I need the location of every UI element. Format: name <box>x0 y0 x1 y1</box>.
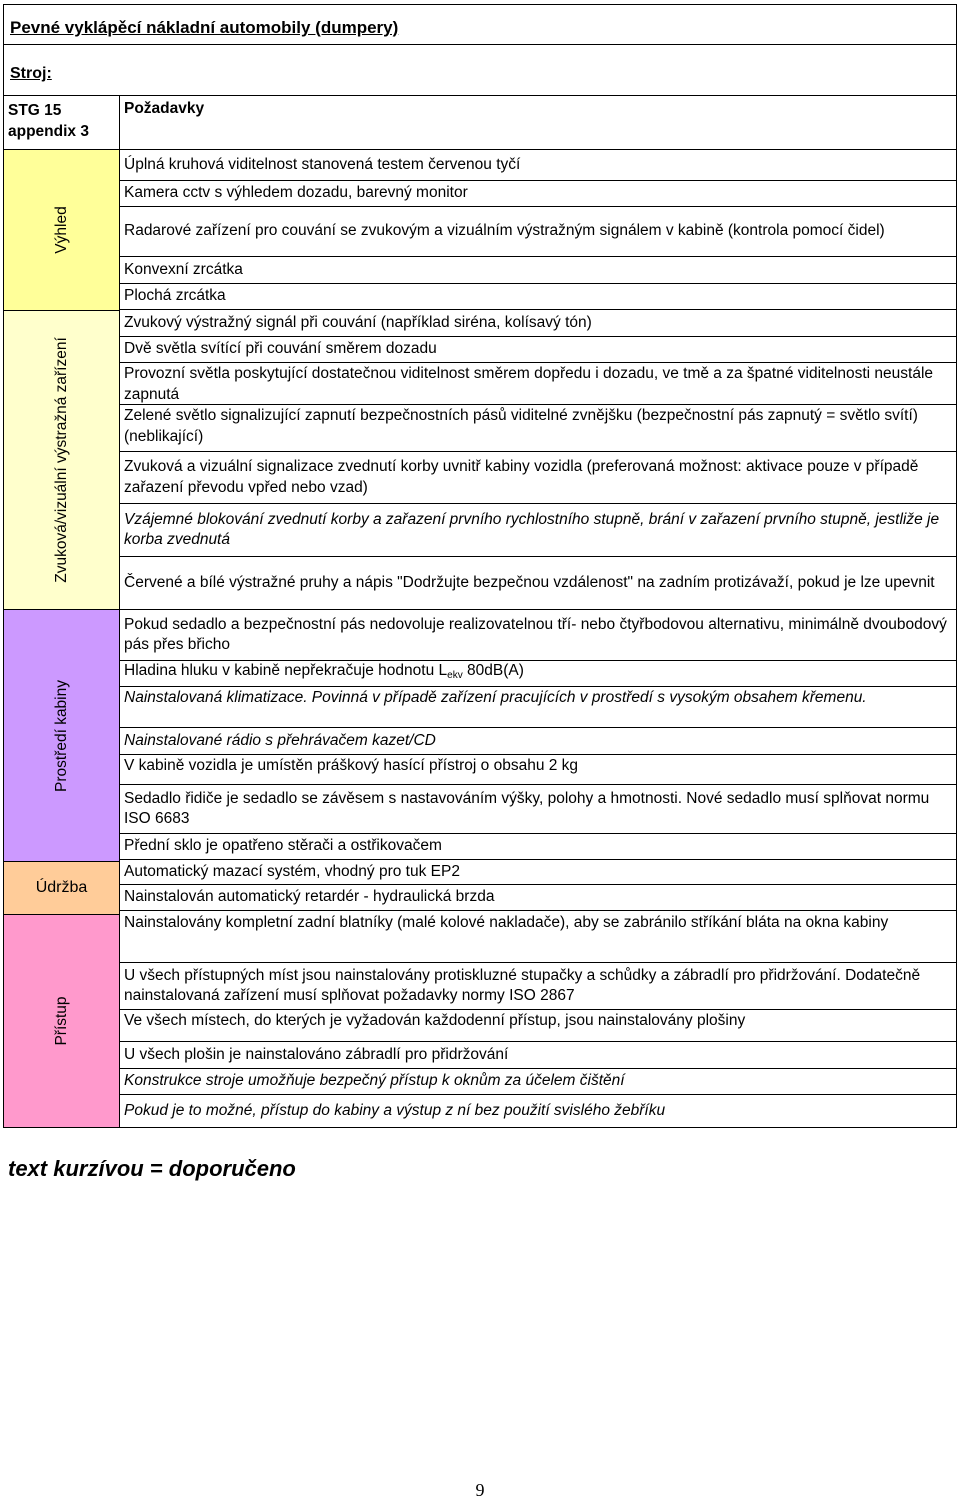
requirement-row <box>120 207 957 257</box>
category-label: Přístup <box>52 996 70 1046</box>
noise-text: Hladina hluku v kabině nepřekračuje hodnotu L <box>124 661 448 679</box>
requirement-text: Radarové zařízení pro couvání se zvukovým a vizuálním výstražným signálem v kabině (kontrola pomocí čidel) <box>124 222 885 240</box>
requirement-row <box>120 834 957 860</box>
page-number: 9 <box>475 1480 485 1500</box>
category-label: Údržba <box>35 879 88 896</box>
requirement-row <box>120 785 957 834</box>
noise-subscript: ekv <box>447 669 463 681</box>
requirement-row <box>120 452 957 504</box>
requirement-row <box>120 1010 957 1042</box>
requirement-text: Úplná kruhová viditelnost stanovená testem červenou tyčí <box>124 155 521 173</box>
requirement-text: Ve všech místech, do kterých je vyžadován každodenní přístup, jsou nainstalovány plošiny <box>124 1012 746 1029</box>
category-warning-devices <box>4 311 119 610</box>
requirement-row <box>120 504 957 557</box>
requirement-row <box>120 860 957 885</box>
standard-header: STG 15 appendix 3 <box>3 95 120 150</box>
requirement-text: Provozní světla poskytující dostatečnou viditelnost směrem dopředu i dozadu, ve tmě a za špatné viditelnosti neustále zapnutá <box>124 365 934 403</box>
requirement-row <box>120 557 957 610</box>
requirement-text: U všech plošin je nainstalováno zábradlí pro přidržování <box>124 1045 509 1063</box>
document-title: Pevné vyklápěcí nákladní automobily (dumpery) <box>10 18 399 37</box>
requirement-text: Pokud sedadlo a bezpečnostní pás nedovoluje realizovatelnou tří- nebo čtyřbodovou alternativu, minimálně dvoubodový pás přes břicho <box>124 615 947 653</box>
requirement-text: Pokud je to možné, přístup do kabiny a výstup z ní bez použití svislého žebříku <box>124 1101 666 1119</box>
machine-label: Stroj: <box>10 65 52 82</box>
requirement-text: Sedadlo řidiče je sedadlo se závěsem s nastavováním výšky, polohy a hmotnosti. Nové sedadlo musí splňovat normu ISO 6683 <box>124 789 930 827</box>
requirement-row <box>120 1042 957 1069</box>
requirement-text: Nainstalované rádio s přehrávačem kazet/CD <box>124 731 436 749</box>
requirement-row <box>120 687 957 728</box>
italic-legend-note: text kurzívou = doporučeno <box>8 1156 296 1181</box>
requirement-row <box>120 963 957 1010</box>
requirement-text: Červené a bílé výstražné pruhy a nápis "Dodržujte bezpečnou vzdálenost" na zadním protizávaží, pokud je lze upevnit <box>124 573 935 591</box>
requirement-text: Konstrukce stroje umožňuje bezpečný přístup k oknům za účelem čištění <box>124 1072 625 1090</box>
requirement-row <box>120 661 957 687</box>
requirement-text: Zvukový výstražný signál při couvání (například siréna, kolísavý tón) <box>124 313 592 331</box>
requirement-text: Vzájemné blokování zvednutí korby a zařazení prvního rychlostního stupně, brání v zařazení prvního stupně, jestliže je korba zvednutá <box>124 510 940 548</box>
category-label: Prostředí kabiny <box>52 679 70 792</box>
category-vyhled <box>4 150 119 311</box>
requirement-text: Dvě světla svítící při couvání směrem dozadu <box>124 340 437 358</box>
requirement-row <box>120 755 957 785</box>
requirement-row <box>120 885 957 911</box>
requirement-text: Plochá zrcátka <box>124 287 226 305</box>
requirement-text: Nainstalovaná klimatizace. Povinná v případě zařízení pracujících v prostředí s vysokým obsahem křemenu. <box>124 689 867 706</box>
requirement-text: V kabině vozidla je umístěn práškový hasící přístroj o obsahu 2 kg <box>124 757 579 774</box>
requirement-row <box>120 405 957 452</box>
requirement-row <box>120 284 957 310</box>
requirement-row <box>120 257 957 284</box>
category-cabin-environment <box>4 610 119 862</box>
machine-box <box>3 44 957 95</box>
requirement-text: U všech přístupných míst jsou nainstalovány protiskluzné stupačky a schůdky a zábradlí pro přidržování. Dodatečně nainstalovaná zařízení musí splňovat požadavky normy ISO 2867 <box>124 966 921 1004</box>
requirement-text: Zelené světlo signalizující zapnutí bezpečnostních pásů viditelné zvnějšku (bezpečnostní pás zapnutý = světlo svítí) (neblikající) <box>124 407 918 445</box>
requirement-text: Nainstalován automatický retardér - hydraulická brzda <box>124 888 495 906</box>
requirement-row <box>120 1095 957 1127</box>
requirement-text: Konvexní zrcátka <box>124 260 243 278</box>
noise-value: 80dB(A) <box>462 661 524 679</box>
requirement-row <box>120 728 957 755</box>
requirement-row <box>120 337 957 363</box>
requirement-row <box>120 181 957 207</box>
requirement-text: Automatický mazací systém, vhodný pro tuk EP2 <box>124 862 460 880</box>
requirement-text <box>124 661 524 687</box>
requirement-row <box>120 363 957 405</box>
requirement-row <box>120 1069 957 1095</box>
requirement-text: Nainstalovány kompletní zadní blatníky (malé kolové nakladače), aby se zabránilo stříkání bláta na okna kabiny <box>124 914 889 931</box>
category-label: Výhled <box>52 206 70 254</box>
requirement-text: Přední sklo je opatřeno stěrači a ostřikovačem <box>124 837 442 855</box>
requirement-row <box>120 150 957 181</box>
requirement-text: Kamera cctv s výhledem dozadu, barevný monitor <box>124 184 468 202</box>
requirement-row <box>120 310 957 337</box>
category-label: Zvuková/vizuální výstražná zařízení <box>52 337 70 583</box>
category-maintenance <box>4 862 119 915</box>
requirement-row <box>120 911 957 963</box>
category-access <box>4 915 119 1127</box>
requirement-row <box>120 610 957 661</box>
requirements-header: Požadavky <box>119 95 957 150</box>
title-box <box>3 4 957 44</box>
requirement-text: Zvuková a vizuální signalizace zvednutí korby uvnitř kabiny vozidla (preferovaná možnost: aktivace pouze v případě zařazení převodu vpřed nebo vzad) <box>124 458 919 496</box>
